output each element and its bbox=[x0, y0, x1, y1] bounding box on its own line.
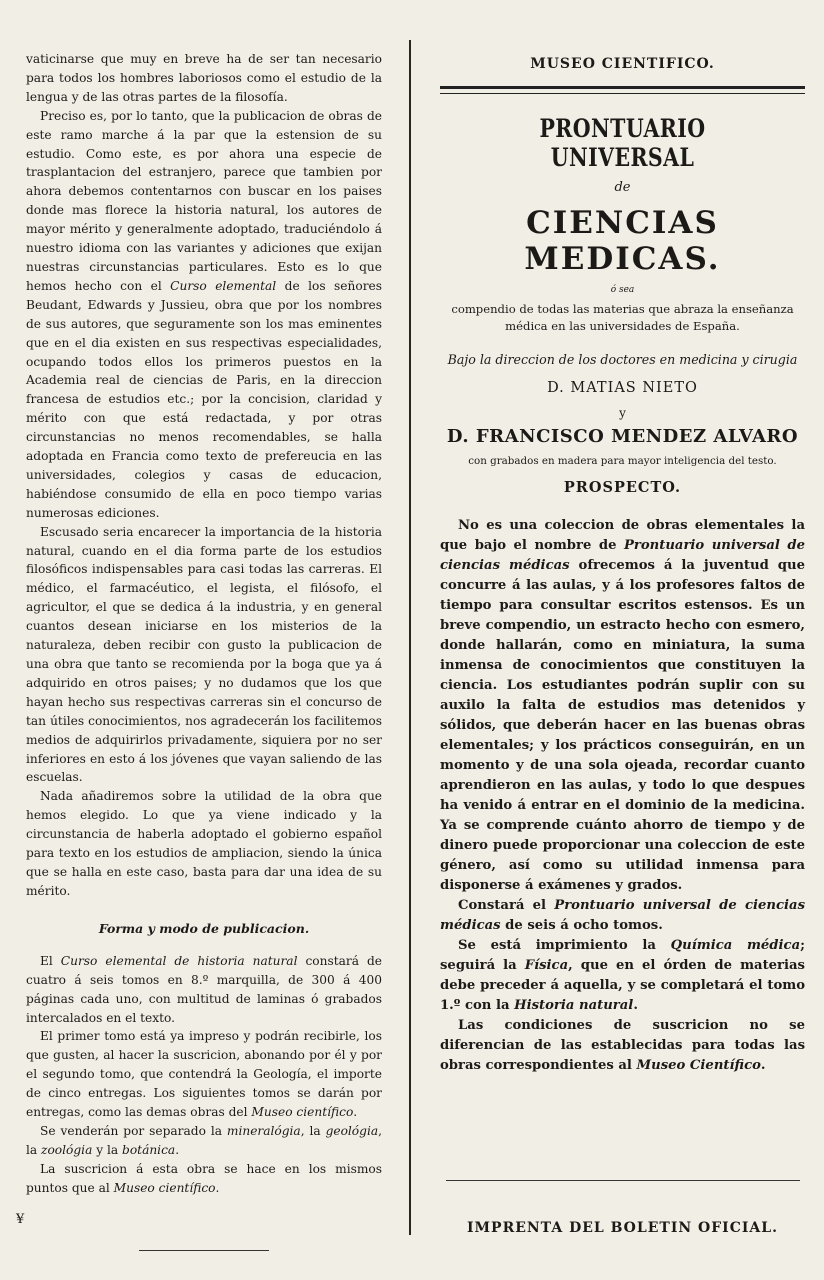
compendio-text: compendio de todas las materias que abraza la enseñanza médica en las universidades de España. bbox=[451, 302, 794, 333]
right-column bbox=[440, 0, 805, 1076]
paragraph: vaticinarse que muy en breve ha de ser tan necesario para todos los hombres laboriosos como el estudio de la lengua y de las otras partes de la filosofía. bbox=[26, 52, 382, 104]
title-line-1: PRONTUARIO UNIVERSAL bbox=[539, 114, 706, 172]
prospectus-heading: PROSPECTO. bbox=[563, 479, 682, 496]
left-paragraphs-2 bbox=[26, 952, 382, 1198]
title-line-2: CIENCIAS MEDICAS. bbox=[524, 205, 721, 277]
engravings-note: con grabados en madera para mayor inteligencia del testo. bbox=[468, 455, 777, 467]
paragraph: El primer tomo está ya impreso y podrán recibirle, los que gusten, al hacer la suscricion, abonando por él y por el segundo tomo, que contendrá la Geología, el importe de cinco entregas. Los siguientes tomos se darán por entregas, como las demas obras del Museo científico. bbox=[26, 1029, 382, 1120]
o-sea: ó sea bbox=[610, 285, 635, 295]
paragraph: El Curso elemental de historia natural constará de cuatro á seis tomos en 8.º marquilla, de 300 á 400 páginas cada uno, con multitud de laminas ó grabados intercalados en el texto. bbox=[26, 953, 382, 1025]
left-paragraphs bbox=[26, 50, 382, 901]
column-divider bbox=[409, 40, 411, 1235]
author-2: D. FRANCISCO MENDEZ ALVARO bbox=[446, 426, 799, 447]
footer-rule bbox=[446, 1180, 800, 1181]
paragraph: Se venderán por separado la mineralógia, la geológia, la zoológia y la botánica. bbox=[26, 1123, 382, 1157]
paragraph: Nada añadiremos sobre la utilidad de la obra que hemos elegido. Lo que ya viene indicado y la circunstancia de haberla adoptado el gobierno español para texto en los estudios de ampliacion, siendo la única que se halla en este caso, basta para dar una idea de su mérito. bbox=[26, 789, 382, 898]
header-rule-thin bbox=[440, 93, 805, 94]
short-rule bbox=[139, 1250, 269, 1251]
header-rule-thick bbox=[440, 86, 805, 89]
printer-imprint: IMPRENTA DEL BOLETIN OFICIAL. bbox=[467, 1220, 778, 1236]
footer-mark: ¥ bbox=[16, 1212, 25, 1227]
series-header: MUSEO CIENTIFICO. bbox=[530, 56, 715, 72]
paragraph: Constará el Prontuario universal de ciencias médicas de seis á ocho tomos. bbox=[440, 898, 806, 933]
paragraph: Escusado seria encarecer la importancia de la historia natural, cuando en el dia forma parte de los estudios filosóficos indispensables para casi todas las carreras. El médico, el farmacéutico, el legista, el filósofo, el agricultor, el que se dedica á la industria, y en general cuantos desean iniciarse en los misterios de la naturaleza, deben recibir con gusto la publicacion de una obra que tanto se recomienda por la boga que ya á adquirido en otros paises; y no dudamos que los que hayan hecho sus respectivas carreras sin el concurso de tan útiles conocimientos, nos agradecerán los facilitemos medios de adquirirlos privadamente, siquiera por no ser inferiores en esto á los jóvenes que vayan saliendo de las escuelas. bbox=[26, 524, 382, 785]
section-title: Forma y modo de publicacion. bbox=[98, 920, 310, 936]
paragraph: La suscricion á esta obra se hace en los mismos puntos que al Museo científico. bbox=[26, 1161, 382, 1195]
right-paragraphs bbox=[440, 516, 805, 1076]
direction-text: Bajo la direccion de los doctores en medicina y cirugia bbox=[447, 352, 798, 367]
author-1: D. MATIAS NIETO bbox=[547, 380, 698, 396]
paragraph: Se está imprimiento la Química médica; seguirá la Física, que en el órden de materias debe preceder á aquella, y se completará el tomo 1.º con la Historia natural. bbox=[440, 938, 805, 1013]
author-conjunction: y bbox=[619, 406, 626, 420]
paragraph: Preciso es, por lo tanto, que la publicacion de obras de este ramo marche á la par que la estension de su estudio. Como este, es por ahora una especie de trasplantacion del estranjero, parece que tambien por ahora debemos contentarnos con buscar en los paises donde mas florece la historia natural, los autores de mayor mérito y generalmente adoptado, traduciéndolo á nuestro idioma con las variantes y adiciones que exijan nuestras circunstancias particulares. Esto es lo que hemos hecho con el Curso elemental de los señores Beudant, Edwards y Jussieu, obra que por los nombres de sus autores, que seguramente son los mas eminentes que en el dia existen en sus respectivas especialidades, ocupando todos ellos los primeros puestos en la Academia real de ciencias de Paris, en la direccion francesa de estudios etc.; por la concision, claridad y mérito con que está redactada, y por otras circunstancias no menos recomendables, se halla adoptada en Francia como texto de prefereucia en las universidades, colegios y casas de educacion, habiéndose consumido de ella en poco tiempo varias numerosas ediciones. bbox=[26, 108, 382, 520]
title-de: de bbox=[614, 180, 631, 195]
paragraph: No es una coleccion de obras elementales la que bajo el nombre de Prontuario universal de ciencias médicas ofrecemos á la juventud que concurre á las aulas, y á los profesores faltos de tiempo para consultar escritos estensos. Es un breve compendio, un estracto hecho con esmero, donde hallarán, como en miniatura, la suma inmensa de conocimientos que constituyen la ciencia. Los estudiantes podrán suplir con su auxilo la falta de estudios mas detenidos y sólidos, que deberán hacer en las buenas obras elementales; y los prácticos conseguirán, en un momento y de una sola ojeada, recordar cuanto aprendieron en las aulas, y todo lo que despues ha venido á entrar en el dominio de la medicina. Ya se comprende cuánto ahorro de tiempo y de dinero puede proporcionar una coleccion de este género, así como su utilidad inmensa para disponerse á exámenes y grados. bbox=[440, 518, 805, 893]
left-column bbox=[26, 0, 382, 1251]
paragraph: Las condiciones de suscricion no se diferencian de las establecidas para todas las obras correspondientes al Museo Científico. bbox=[440, 1018, 805, 1073]
